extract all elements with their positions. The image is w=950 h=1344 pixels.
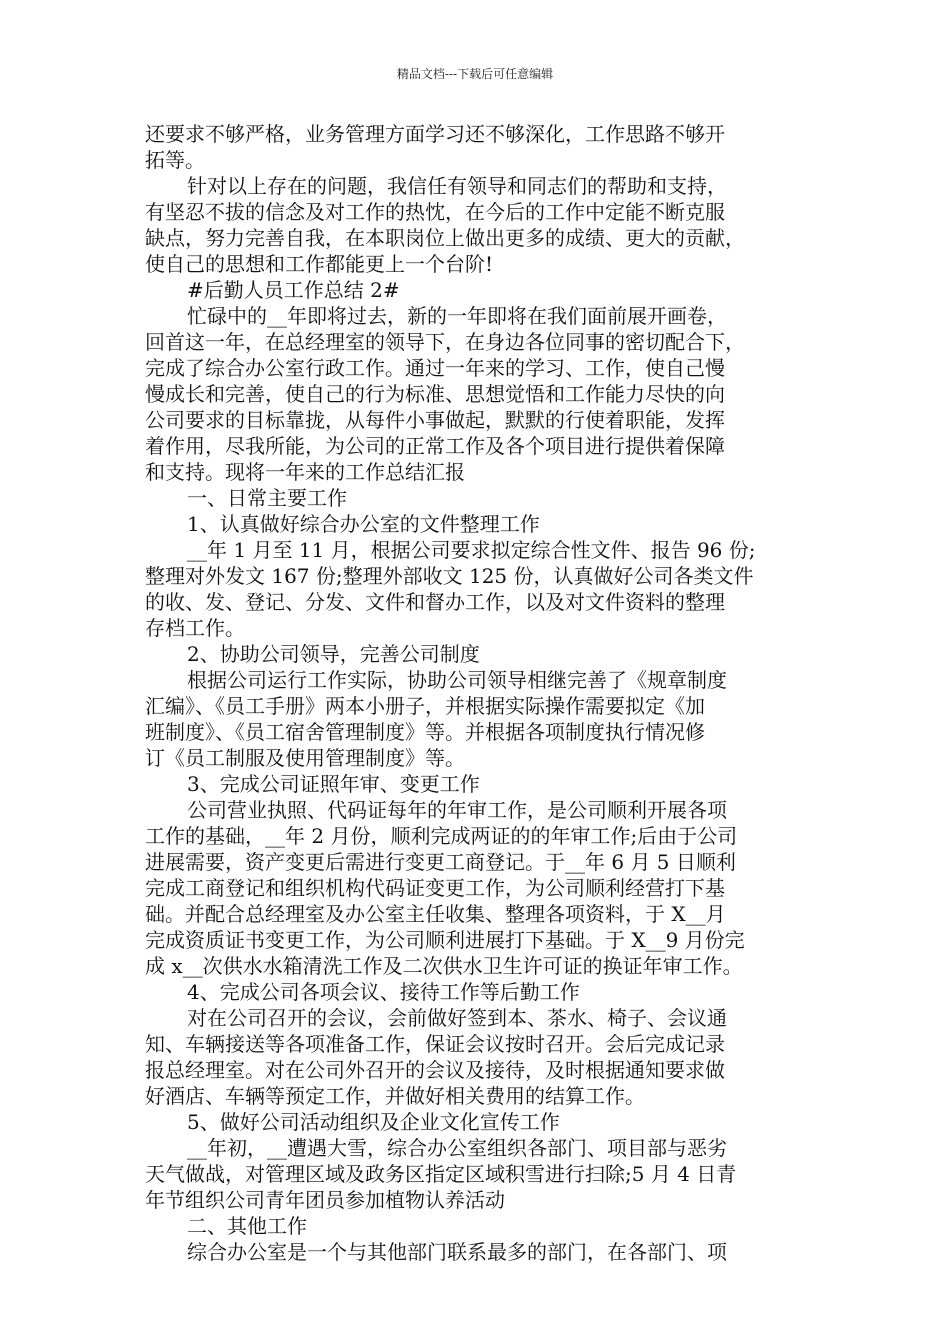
- text-line: 完成资质证书变更工作，为公司顺利进展打下基础。于 X__9 月份完: [145, 928, 745, 952]
- text-line: 整理对外发文 167 份;整理外部收文 125 份，认真做好公司各类文件: [145, 564, 754, 588]
- text-line: 2、协助公司领导，完善公司制度: [187, 642, 480, 666]
- text-line: 5、做好公司活动组织及企业文化宣传工作: [187, 1110, 560, 1134]
- text-line: #后勤人员工作总结 2#: [187, 278, 400, 302]
- text-line: 班制度》、《员工宿舍管理制度》等。并根据各项制度执行情况修: [145, 720, 705, 744]
- text-line: 汇编》、《员工手册》两本小册子，并根据实际操作需要拟定《加: [145, 694, 705, 718]
- text-line: 1、认真做好综合办公室的文件整理工作: [187, 512, 540, 536]
- text-line: 忙碌中的__年即将过去，新的一年即将在我们面前展开画卷，: [187, 304, 727, 328]
- text-line: 报总经理室。对在公司外召开的会议及接待，及时根据通知要求做: [145, 1058, 725, 1082]
- text-line: 知、车辆接送等各项准备工作，保证会议按时召开。会后完成记录: [145, 1032, 725, 1056]
- page-header: 精品文档---下载后可任意编辑: [396, 67, 554, 81]
- text-line: 根据公司运行工作实际，协助公司领导相继完善了《规章制度: [187, 668, 727, 692]
- text-line: 缺点，努力完善自我，在本职岗位上做出更多的成绩、更大的贡献，: [145, 226, 745, 250]
- text-line: 好酒店、车辆等预定工作，并做好相关费用的结算工作。: [145, 1084, 645, 1108]
- text-line: 回首这一年，在总经理室的领导下，在身边各位同事的密切配合下，: [145, 330, 745, 354]
- text-line: 3、完成公司证照年审、变更工作: [187, 772, 480, 796]
- text-line: 和支持。现将一年来的工作总结汇报: [145, 460, 465, 484]
- text-line: 天气做战，对管理区域及政务区指定区域积雪进行扫除;5 月 4 日青: [145, 1162, 737, 1186]
- text-line: 工作的基础，__年 2 月份，顺利完成两证的的年审工作;后由于公司: [145, 824, 738, 848]
- text-line: 年节组织公司青年团员参加植物认养活动: [145, 1188, 505, 1212]
- text-line: 针对以上存在的问题，我信任有领导和同志们的帮助和支持，: [187, 174, 727, 198]
- text-line: 的收、发、登记、分发、文件和督办工作，以及对文件资料的整理: [145, 590, 725, 614]
- text-line: 完成工商登记和组织机构代码证变更工作，为公司顺利经营打下基: [145, 876, 725, 900]
- text-line: 还要求不够严格，业务管理方面学习还不够深化，工作思路不够开: [145, 122, 725, 146]
- text-line: 二、其他工作: [187, 1214, 307, 1238]
- text-line: 础。并配合总经理室及办公室主任收集、整理各项资料，于 X__月: [145, 902, 726, 926]
- text-line: 公司营业执照、代码证每年的年审工作，是公司顺利开展各项: [187, 798, 727, 822]
- text-line: 拓等。: [145, 148, 205, 172]
- text-line: 使自己的思想和工作都能更上一个台阶!: [145, 252, 494, 276]
- text-line: 存档工作。: [145, 616, 245, 640]
- text-line: __年 1 月至 11 月，根据公司要求拟定综合性文件、报告 96 份;: [187, 538, 756, 562]
- text-line: 综合办公室是一个与其他部门联系最多的部门，在各部门、项: [187, 1240, 727, 1264]
- text-line: 一、日常主要工作: [187, 486, 347, 510]
- document-body: [145, 121, 810, 1265]
- text-line: 对在公司召开的会议，会前做好签到本、茶水、椅子、会议通: [187, 1006, 727, 1030]
- text-line: 有坚忍不拔的信念及对工作的热忱，在今后的工作中定能不断克服: [145, 200, 725, 224]
- text-line: 成 x__次供水水箱清洗工作及二次供水卫生许可证的换证年审工作。: [145, 954, 743, 978]
- text-line: 完成了综合办公室行政工作。通过一年来的学习、工作，使自己慢: [145, 356, 725, 380]
- text-line: 着作用，尽我所能，为公司的正常工作及各个项目进行提供着保障: [145, 434, 725, 458]
- text-line: 订《员工制服及使用管理制度》等。: [145, 746, 465, 770]
- text-line: 慢成长和完善，使自己的行为标准、思想觉悟和工作能力尽快的向: [145, 382, 725, 406]
- text-line: 4、完成公司各项会议、接待工作等后勤工作: [187, 980, 580, 1004]
- text-line: 进展需要，资产变更后需进行变更工商登记。于__年 6 月 5 日顺利: [145, 850, 736, 874]
- text-line: 公司要求的目标靠拢，从每件小事做起，默默的行使着职能，发挥: [145, 408, 725, 432]
- text-line: __年初，__遭遇大雪，综合办公室组织各部门、项目部与恶劣: [187, 1136, 727, 1160]
